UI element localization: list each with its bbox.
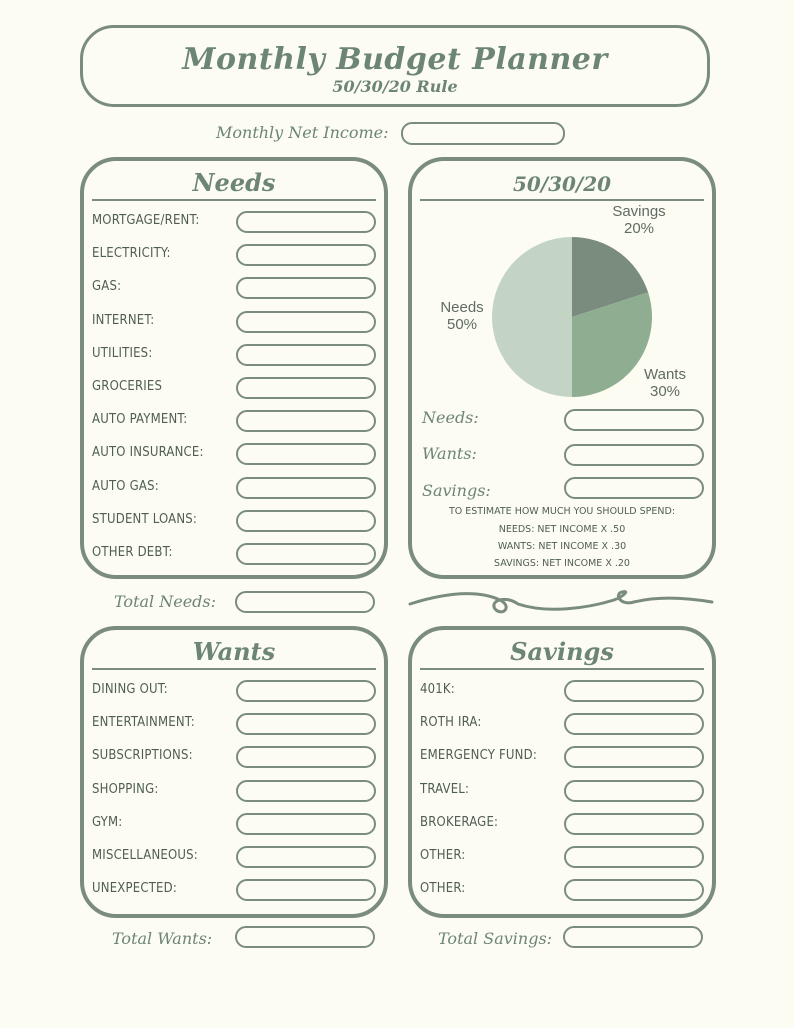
needs-row-field[interactable] — [236, 211, 376, 233]
savings-row-field[interactable] — [564, 746, 704, 768]
savings-row-field[interactable] — [564, 813, 704, 835]
needs-row-label: STUDENT LOANS: — [92, 511, 198, 527]
savings-row-field[interactable] — [564, 713, 704, 735]
needs-row-field[interactable] — [236, 377, 376, 399]
savings-row — [420, 813, 704, 839]
needs-row-field[interactable] — [236, 311, 376, 333]
needs-row-field[interactable] — [236, 410, 376, 432]
total-savings-label: Total Savings: — [438, 929, 553, 948]
needs-row — [92, 244, 376, 270]
rule-divider — [420, 199, 704, 201]
needs-row-label: GAS: — [92, 279, 122, 295]
savings-row — [420, 746, 704, 772]
savings-row-field[interactable] — [564, 846, 704, 868]
needs-row — [92, 377, 376, 403]
savings-row-label: TRAVEL: — [420, 781, 470, 797]
savings-row — [420, 846, 704, 872]
wants-row-field[interactable] — [236, 680, 376, 702]
total-needs-label: Total Needs: — [114, 592, 217, 611]
rule-savings-field[interactable] — [564, 477, 704, 499]
decorative-swirl — [408, 586, 714, 620]
wants-row-label: ENTERTAINMENT: — [92, 715, 195, 731]
needs-row-field[interactable] — [236, 277, 376, 299]
pie-label-needs — [432, 299, 492, 333]
wants-row-label: SUBSCRIPTIONS: — [92, 748, 193, 764]
allocation-pie-chart — [490, 235, 654, 399]
needs-row-label: ELECTRICITY: — [92, 246, 171, 262]
savings-row — [420, 879, 704, 905]
needs-divider — [92, 199, 376, 201]
needs-row-label: UTILITIES: — [92, 345, 153, 361]
savings-divider — [420, 668, 704, 670]
total-savings-field[interactable] — [563, 926, 703, 948]
savings-row-label: EMERGENCY FUND: — [420, 748, 537, 764]
savings-row-field[interactable] — [564, 780, 704, 802]
total-needs-field[interactable] — [235, 591, 375, 613]
page-subtitle: 50/30/20 Rule — [332, 77, 458, 96]
wants-row-field[interactable] — [236, 813, 376, 835]
needs-row-label: INTERNET: — [92, 312, 155, 328]
needs-row-label: OTHER DEBT: — [92, 545, 173, 560]
pie-label-wants-name: Wants — [644, 366, 686, 383]
pie-label-needs-pct: 50% — [446, 316, 478, 333]
savings-row — [420, 713, 704, 739]
wants-row-label: SHOPPING: — [92, 781, 159, 797]
rule-wants-label: Wants: — [422, 444, 477, 463]
needs-row-field[interactable] — [236, 344, 376, 366]
needs-row-field[interactable] — [236, 543, 376, 565]
wants-row — [92, 746, 376, 772]
wants-row-label: UNEXPECTED: — [92, 881, 177, 897]
needs-panel — [80, 157, 388, 579]
pie-label-wants-pct: 30% — [649, 383, 681, 400]
total-wants-field[interactable] — [235, 926, 375, 948]
needs-row-label: MORTGAGE/RENT: — [92, 213, 200, 228]
wants-row-field[interactable] — [236, 879, 376, 901]
savings-row — [420, 680, 704, 706]
wants-row — [92, 780, 376, 806]
needs-row-field[interactable] — [236, 477, 376, 499]
savings-row — [420, 780, 704, 806]
rule-title: 50/30/20 — [512, 172, 612, 196]
wants-row — [92, 879, 376, 905]
rule-wants-field[interactable] — [564, 444, 704, 466]
rule-needs-label: Needs: — [422, 408, 479, 427]
needs-title: Needs — [192, 168, 276, 197]
savings-row-label: 401K: — [420, 682, 455, 697]
needs-row-label: GROCERIES — [92, 379, 163, 394]
wants-row — [92, 813, 376, 839]
pie-label-savings-name: Savings — [612, 203, 666, 220]
needs-row — [92, 443, 376, 469]
needs-row — [92, 510, 376, 536]
wants-row — [92, 713, 376, 739]
wants-row-field[interactable] — [236, 746, 376, 768]
needs-row — [92, 277, 376, 303]
savings-row-field[interactable] — [564, 879, 704, 901]
wants-row-label: DINING OUT: — [92, 682, 168, 697]
header-banner — [80, 25, 710, 107]
total-wants-label: Total Wants: — [112, 929, 213, 948]
needs-row-field[interactable] — [236, 244, 376, 266]
net-income-field[interactable] — [401, 122, 565, 145]
savings-row-label: BROKERAGE: — [420, 814, 499, 830]
wants-row-field[interactable] — [236, 846, 376, 868]
net-income-label: Monthly Net Income: — [216, 123, 389, 142]
savings-panel — [408, 626, 716, 918]
savings-row-label: OTHER: — [420, 881, 466, 897]
pie-label-savings — [604, 203, 674, 237]
formula-wants: WANTS: NET INCOME X .30 — [497, 541, 627, 552]
wants-panel — [80, 626, 388, 918]
wants-row-field[interactable] — [236, 713, 376, 735]
wants-divider — [92, 668, 376, 670]
rule-needs-field[interactable] — [564, 409, 704, 431]
needs-row — [92, 410, 376, 436]
pie-slice-needs — [492, 237, 572, 397]
pie-label-savings-pct: 20% — [623, 220, 655, 237]
savings-row-label: ROTH IRA: — [420, 715, 482, 731]
needs-row — [92, 543, 376, 569]
needs-row — [92, 211, 376, 237]
needs-row — [92, 477, 376, 503]
needs-row-label: AUTO GAS: — [92, 478, 159, 494]
wants-row — [92, 680, 376, 706]
pie-label-wants — [632, 366, 698, 400]
formula-savings: SAVINGS: NET INCOME X .20 — [494, 558, 630, 569]
needs-row — [92, 344, 376, 370]
formula-intro: TO ESTIMATE HOW MUCH YOU SHOULD SPEND: — [448, 506, 676, 517]
needs-row-label: AUTO PAYMENT: — [92, 412, 188, 428]
savings-row-field[interactable] — [564, 680, 704, 702]
wants-title: Wants — [192, 637, 276, 666]
wants-row-label: GYM: — [92, 814, 123, 830]
needs-row-label: AUTO INSURANCE: — [92, 445, 204, 461]
rule-savings-label: Savings: — [422, 481, 491, 500]
savings-title: Savings — [510, 637, 614, 666]
page-title: Monthly Budget Planner — [182, 42, 608, 77]
rule-panel — [408, 157, 716, 579]
needs-row — [92, 311, 376, 337]
wants-row — [92, 846, 376, 872]
savings-row-label: OTHER: — [420, 848, 466, 863]
needs-row-field[interactable] — [236, 443, 376, 465]
wants-row-field[interactable] — [236, 780, 376, 802]
formula-needs: NEEDS: NET INCOME X .50 — [498, 524, 626, 535]
needs-row-field[interactable] — [236, 510, 376, 532]
wants-row-label: MISCELLANEOUS: — [92, 848, 198, 863]
pie-label-needs-name: Needs — [440, 299, 484, 316]
